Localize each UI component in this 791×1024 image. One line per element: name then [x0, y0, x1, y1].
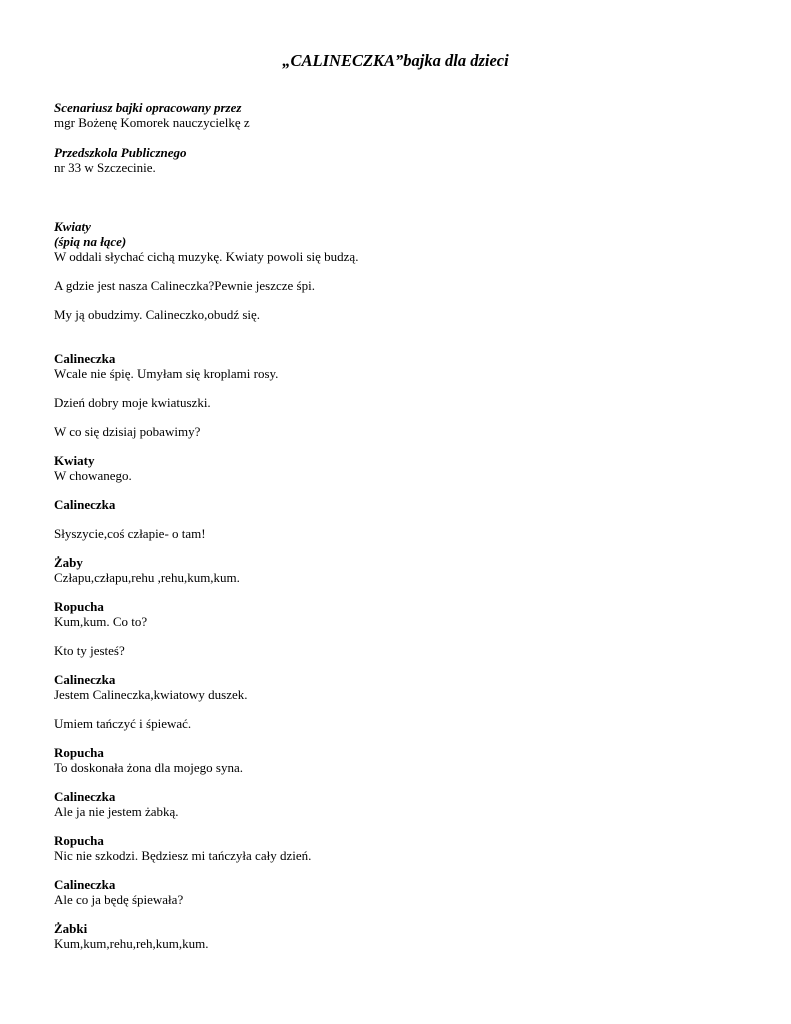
dialogue-entry — [54, 921, 754, 951]
scene-opening — [54, 219, 754, 322]
dialogue-line: W co się dzisiaj pobawimy? — [54, 424, 201, 439]
dialogue-line: Człapu,człapu,rehu ,rehu,kum,kum. — [54, 570, 240, 585]
speaker-name: Ropucha — [54, 745, 104, 760]
document-body — [54, 100, 754, 951]
dialogue-line: Ale ja nie jestem żabką. — [54, 804, 179, 819]
speaker-name: Calineczka — [54, 497, 116, 512]
school-block — [54, 145, 754, 175]
author-heading: Scenariusz bajki opracowany przez — [54, 100, 242, 115]
dialogue-line: Dzień dobry moje kwiatuszki. — [54, 395, 211, 410]
speaker-name: Kwiaty — [54, 453, 95, 468]
dialogue-line: W chowanego. — [54, 468, 132, 483]
dialogue-entry — [54, 877, 754, 907]
speaker-name: Ropucha — [54, 599, 104, 614]
school-heading: Przedszkola Publicznego — [54, 145, 187, 160]
scene-speaker: Kwiaty — [54, 219, 91, 234]
scene-line: A gdzie jest nasza Calineczka?Pewnie jeszcze śpi. — [54, 278, 315, 293]
speaker-name: Żabki — [54, 921, 88, 936]
dialogue-line: Słyszycie,coś człapie- o tam! — [54, 526, 206, 541]
scene-line: My ją obudzimy. Calineczko,obudź się. — [54, 307, 261, 322]
speaker-name: Calineczka — [54, 877, 116, 892]
author-line: mgr Bożenę Komorek nauczycielkę z — [54, 115, 250, 130]
scene-line: W oddali słychać cichą muzykę. Kwiaty powoli się budzą. — [54, 249, 359, 264]
speaker-name: Calineczka — [54, 789, 116, 804]
dialogue-line: Kum,kum. Co to? — [54, 614, 148, 629]
dialogue-line: To doskonała żona dla mojego syna. — [54, 760, 243, 775]
dialogue-entry — [54, 833, 754, 863]
speaker-name: Ropucha — [54, 833, 104, 848]
author-block — [54, 100, 754, 130]
document-title: „CALINECZKA”bajka dla dzieci — [282, 51, 509, 70]
dialogue-entry — [54, 555, 754, 585]
dialogue-line: Ale co ja będę śpiewała? — [54, 892, 184, 907]
dialogue-entry — [54, 497, 754, 541]
dialogue-entry — [54, 672, 754, 731]
dialogue-entry — [54, 351, 754, 439]
dialogue-line: Jestem Calineczka,kwiatowy duszek. — [54, 687, 248, 702]
speaker-name: Żaby — [54, 555, 83, 570]
speaker-name: Calineczka — [54, 351, 116, 366]
dialogue-entry — [54, 745, 754, 775]
dialogue-entry — [54, 453, 754, 483]
dialogue-entry — [54, 789, 754, 819]
dialogue-line: Wcale nie śpię. Umyłam się kroplami rosy. — [54, 366, 279, 381]
dialogue-line: Kto ty jesteś? — [54, 643, 125, 658]
dialogue-entry — [54, 599, 754, 658]
speaker-name: Calineczka — [54, 672, 116, 687]
stage-direction: (śpią na łące) — [54, 234, 127, 249]
dialogue-line: Nic nie szkodzi. Będziesz mi tańczyła cały dzień. — [54, 848, 312, 863]
dialogue-line: Umiem tańczyć i śpiewać. — [54, 716, 192, 731]
school-line: nr 33 w Szczecinie. — [54, 160, 156, 175]
dialogue-line: Kum,kum,rehu,reh,kum,kum. — [54, 936, 209, 951]
